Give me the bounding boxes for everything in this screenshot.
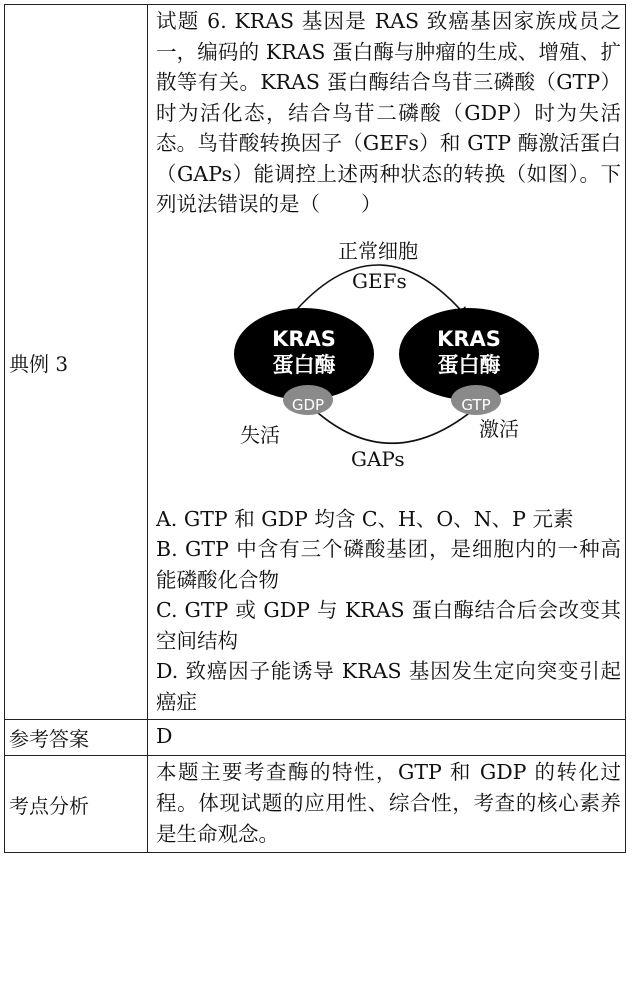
question-text: 试题 6. KRAS 基因是 RAS 致癌基因家族成员之一，编码的 KRAS 蛋白酶与肿瘤的生成、增殖、扩散等有关。KRAS 蛋白酶结合鸟苷三磷酸（GTP）时为活化态，结合鸟苷二磷酸（GDP）时为失活态。鸟苷酸转换因子（GEFs）和 GTP 酶激活蛋白（GAPs）能调控上述两种状态的转换（如图）。下列说法错误的是（ ） <box>156 9 621 216</box>
question-table <box>4 4 626 853</box>
answer-row <box>5 720 626 756</box>
option-c: C. GTP 或 GDP 与 KRAS 蛋白酶结合后会改变其空间结构 <box>156 598 621 653</box>
gefs-label: GEFs <box>352 268 407 293</box>
analysis-row <box>5 756 626 853</box>
option-d: D. 致癌因子能诱导 KRAS 基因发生定向突变引起癌症 <box>156 659 621 714</box>
inactive-label: 失活 <box>240 422 280 447</box>
option-a: A. GTP 和 GDP 均含 C、H、O、N、P 元素 <box>156 506 574 531</box>
active-label: 激活 <box>479 416 519 441</box>
answer-label: 参考答案 <box>5 720 148 756</box>
analysis-label: 考点分析 <box>5 756 148 853</box>
analysis-text: 本题主要考查酶的特性，GTP 和 GDP 的转化过程。体现试题的应用性、综合性，考查的核心素养是生命观念。 <box>148 756 626 853</box>
answer-value: D <box>148 720 626 756</box>
left-protein-label: KRAS 蛋白酶 <box>272 326 336 377</box>
gaps-label: GAPs <box>351 446 405 471</box>
option-b: B. GTP 中含有三个磷酸基团，是细胞内的一种高能磷酸化合物 <box>156 537 621 592</box>
example-label: 典例 3 <box>5 5 148 720</box>
normal-cell-label: 正常细胞 <box>338 238 418 263</box>
kras-diagram <box>156 224 616 494</box>
right-protein-label: KRAS 蛋白酶 <box>437 326 501 377</box>
example-row <box>5 5 626 720</box>
example-content <box>148 5 626 720</box>
gtp-label: GTP <box>461 395 491 414</box>
gdp-label: GDP <box>291 395 325 414</box>
